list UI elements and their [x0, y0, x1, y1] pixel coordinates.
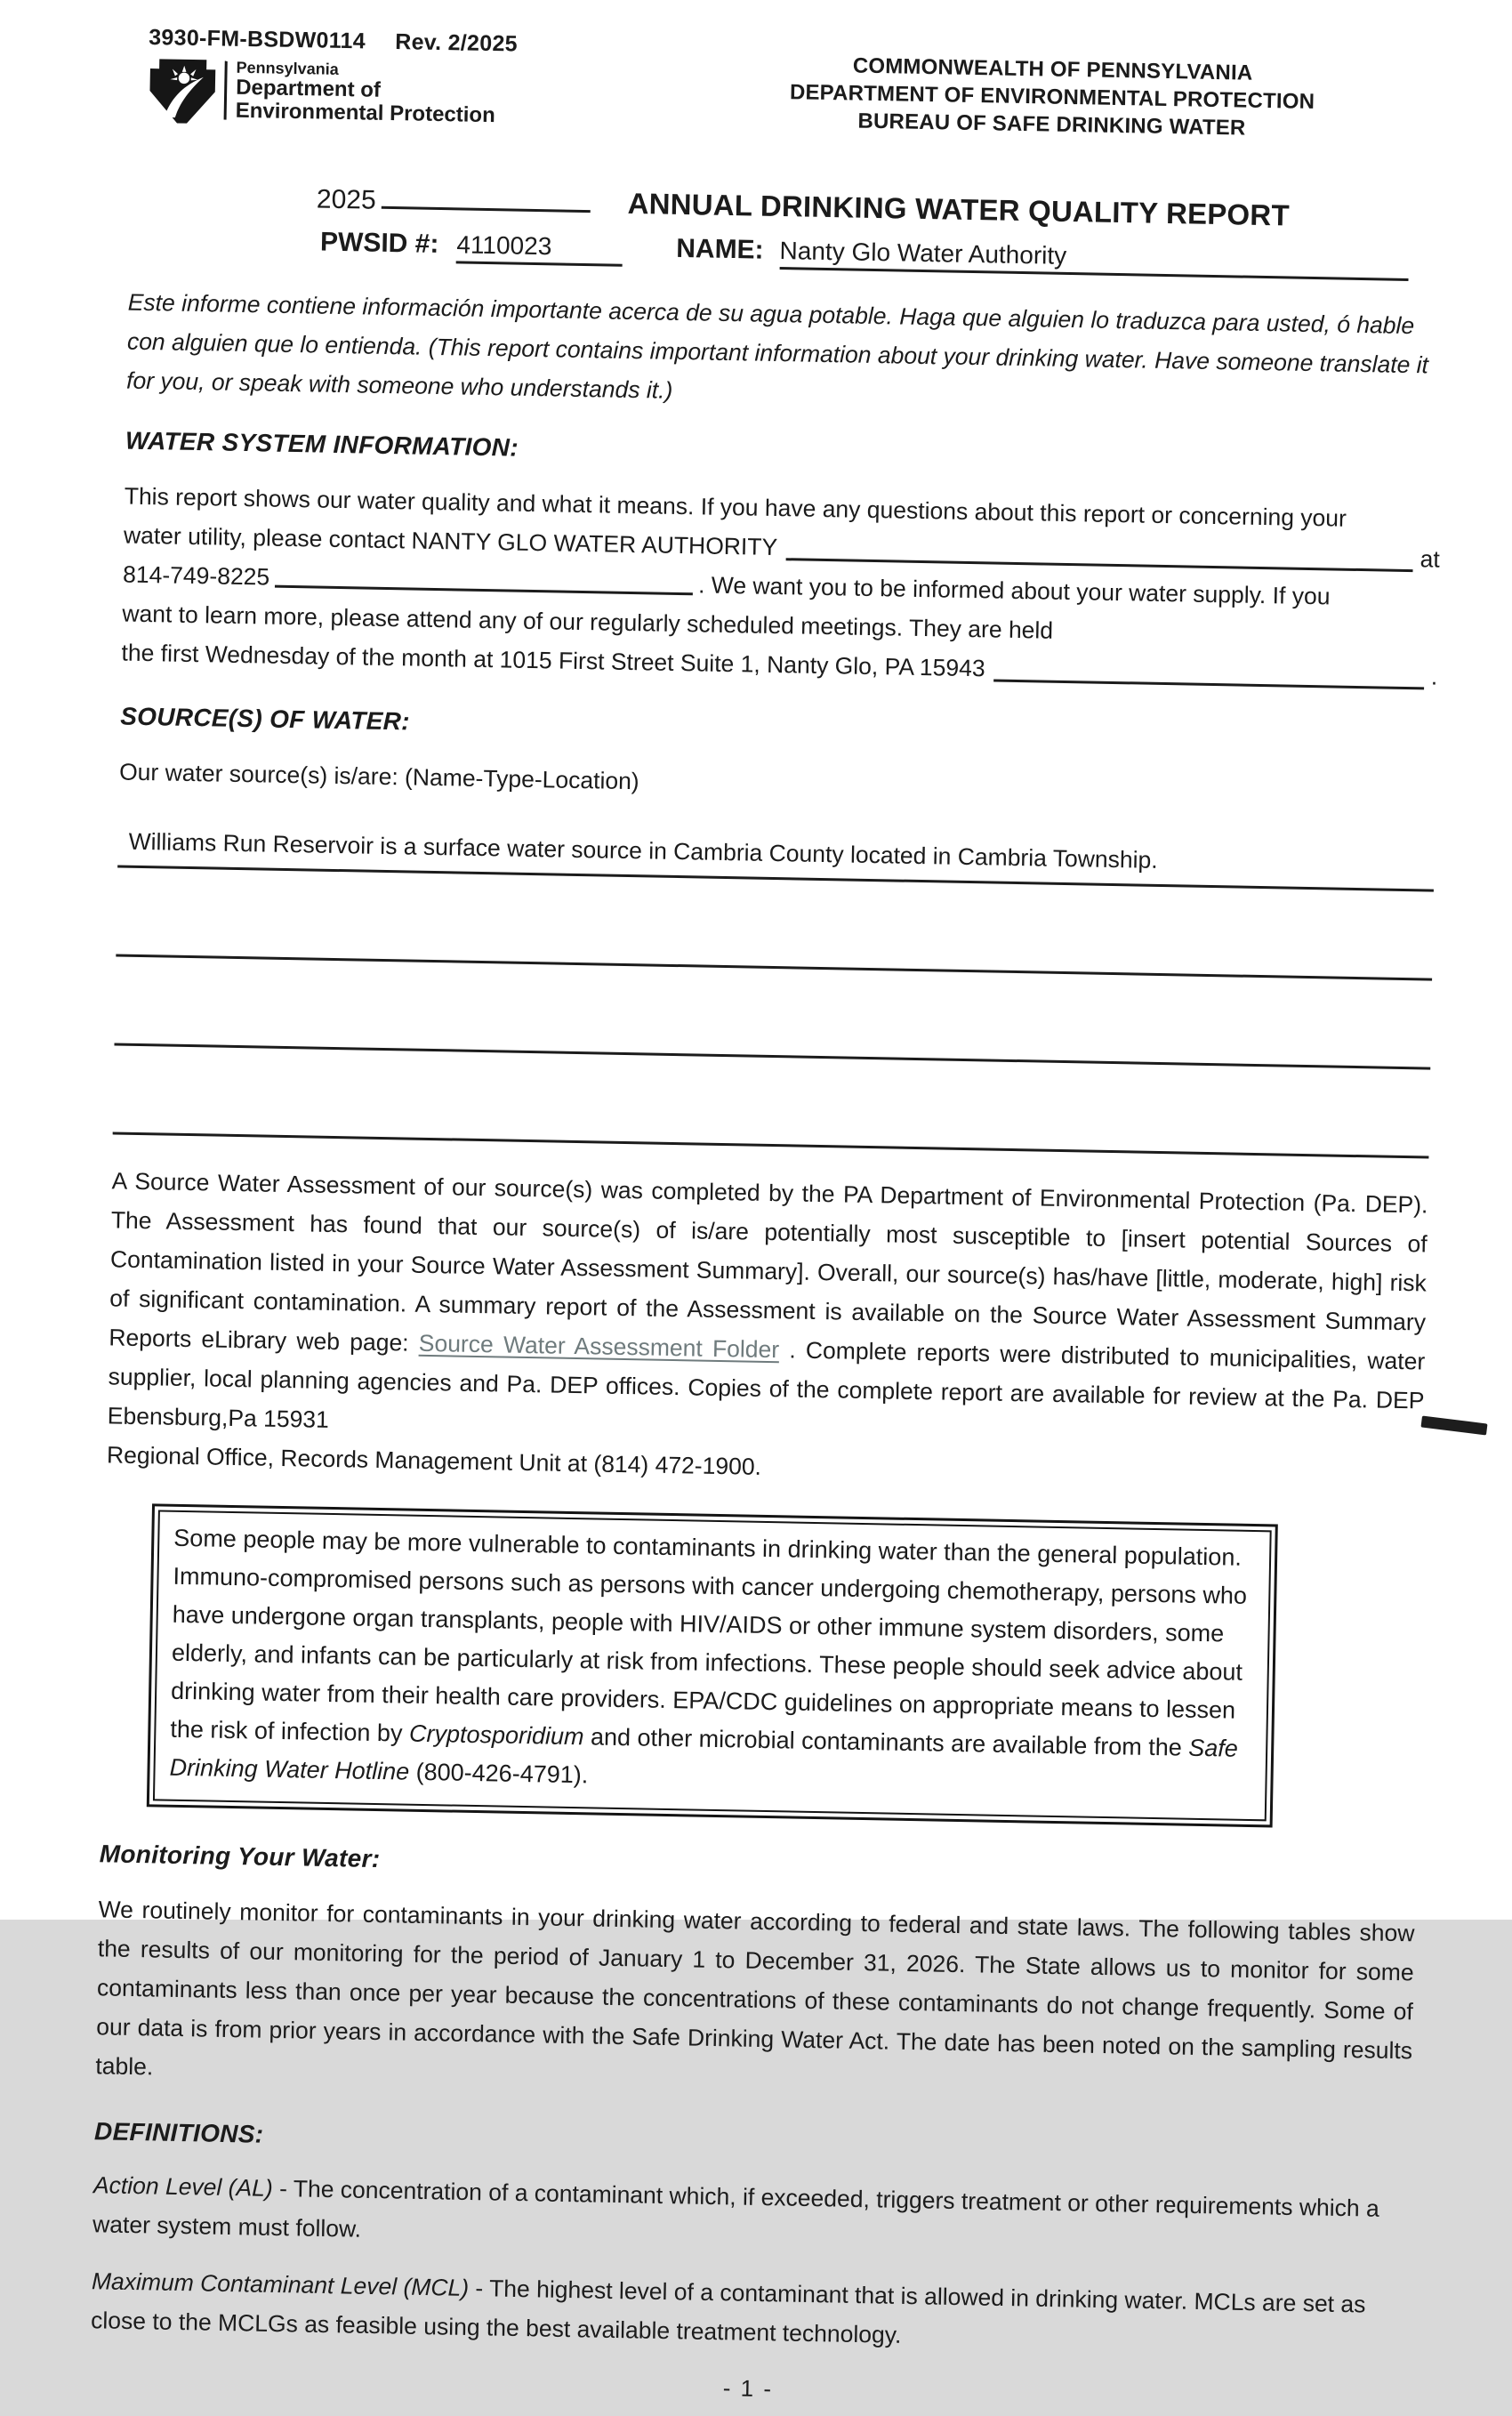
agency-logo-block [147, 56, 517, 137]
source-water-assessment-link[interactable]: Source Water Assessment Folder [418, 1329, 780, 1364]
bilingual-intro-paragraph: Este informe contiene información importante acerca de su agua potable. Haga que alguien lo traduzca para usted, ó hable con alguien que lo entienda. (This report contains important information about your drinking water. Have someone translate it for you, or speak with someone who understands it.) [125, 288, 1429, 404]
phone-blank-line [275, 565, 693, 595]
water-system-info-paragraph [121, 477, 1441, 697]
report-year: 2025 [316, 184, 376, 215]
assessment-last-line: Regional Office, Records Management Unit at (814) 472-1900. [106, 1441, 762, 1480]
notice-part-3: (800-426-4791). [408, 1758, 589, 1789]
vulnerable-notice-text [169, 1519, 1253, 1807]
year-blank-line [382, 194, 591, 213]
assessment-text-before-link: A Source Water Assessment of our source(s) was completed by the PA Department of Environmental Protection (Pa. DEP). The Assessment has found that our source(s) of is/are potentially most susceptible to [insert potential Sources of Contamination listed in your Source Water Assessment Summary]. Overall, our source(s) has/have [little, moderate, high] risk of significant contamination. A summary report of the Assessment is available on the Source Water Assessment Summary Reports eLibrary web page: [109, 1167, 1428, 1357]
pwsid-label: PWSID #: [319, 227, 439, 259]
assessment-paragraph [107, 1161, 1428, 1459]
page-number: - 1 - [722, 2374, 774, 2403]
commonwealth-header [789, 51, 1315, 143]
name-label: NAME: [675, 233, 764, 265]
page-header [131, 25, 1449, 154]
monitoring-paragraph: We routinely monitor for contaminants in your drinking water according to federal and state laws. The following tables show the results of our monitoring for the period of January 1 to December 31, 2026. The State allows us to monitor for some contaminants less than once per year because the concentrations of these contaminants do not change frequently. Some of our data is from prior years in accordance with the Safe Drinking Water Act. The date has been noted on the sampling results table. [95, 1896, 1415, 2081]
source-blank-line [114, 987, 1431, 1069]
agency-dept-line1: Department of [235, 76, 382, 103]
wsi-contact-text: water utility, please contact NANTY GLO WATER AUTHORITY [123, 521, 778, 561]
monitoring-heading: Monitoring Your Water: [99, 1840, 381, 1873]
definition-term: Maximum Contaminant Level (MCL) [91, 2267, 470, 2301]
wsi-line-2-suffix: at [1420, 545, 1441, 573]
org-line-2: DEPARTMENT OF ENVIRONMENTAL PROTECTION [789, 80, 1315, 115]
org-line-3: BUREAU OF SAFE DRINKING WATER [857, 109, 1246, 141]
agency-dept-line2: Environmental Protection [235, 99, 495, 128]
source-blank-line [116, 898, 1433, 980]
notice-cryptosporidium: Cryptosporidium [408, 1719, 584, 1751]
definition-term: Action Level (AL) [92, 2171, 274, 2202]
pwsid-value: 4110023 [456, 230, 623, 266]
form-revision: Rev. 2/2025 [394, 29, 519, 57]
wsi-line-5-suffix: . [1430, 663, 1438, 690]
report-title: ANNUAL DRINKING WATER QUALITY REPORT [627, 186, 1291, 232]
sources-heading: SOURCE(S) OF WATER: [119, 702, 411, 736]
sources-intro: Our water source(s) is/are: (Name-Type-Location) [118, 758, 639, 795]
logo-divider [224, 61, 228, 120]
form-number: 3930-FM-BSDW0114 [148, 24, 366, 54]
vulnerable-notice-inner [153, 1510, 1272, 1821]
system-id-row [320, 228, 1445, 282]
contact-phone: 814-749-8225 [122, 560, 270, 591]
source-blank-line [113, 1075, 1430, 1158]
wsi-line-3-text: . We want you to be informed about your water supply. If you [697, 571, 1331, 610]
notice-part-2: and other microbial contaminants are available from the [583, 1723, 1189, 1761]
wsi-line-4: want to learn more, please attend any of our regularly scheduled meetings. They are held [122, 600, 1054, 644]
assessment-text-after-link: . Complete reports were distributed to municipalities, water supplier, local planning agencies and Pa. DEP offices. Copies of the complete report are available for review at the Pa. DEP Ebensburg,Pa 15931 [107, 1336, 1426, 1433]
definition-mcl [91, 2261, 1408, 2364]
definition-action-level [92, 2165, 1410, 2267]
meeting-blank-line [993, 680, 1423, 690]
definition-text: - The highest level of a contaminant that is allowed in drinking water. MCLs are set as close to the MCLGs as feasible using the best available treatment technology. [90, 2274, 1366, 2348]
agency-name [236, 58, 496, 128]
definition-text: - The concentration of a contaminant which, if exceeded, triggers treatment or other requirements which a water system must follow. [92, 2174, 1380, 2243]
report-title-row [317, 181, 1446, 235]
pa-keystone-logo-icon [147, 56, 218, 131]
org-line-1: COMMONWEALTH OF PENNSYLVANIA [852, 53, 1253, 85]
water-system-info-heading: WATER SYSTEM INFORMATION: [125, 426, 519, 462]
system-name-value: Nanty Glo Water Authority [779, 237, 1409, 281]
vulnerable-notice-box [147, 1503, 1278, 1827]
notice-part-1: Some people may be more vulnerable to contaminants in drinking water than the general population. Immuno-compromised persons such as persons with cancer undergoing chemotherapy, persons who have undergone organ transplants, people with HIV/AIDS or other immune system disorders, some elderly, and infants can be particularly at risk from infections. These people should seek advice about drinking water from their health care providers. EPA/CDC guidelines on appropriate means to lessen the risk of infection by [170, 1524, 1248, 1747]
meeting-info-text: the first Wednesday of the month at 1015 First Street Suite 1, Nanty Glo, PA 15943 [121, 639, 985, 682]
notice-hotline-name: Safe Drinking Water Hotline [169, 1734, 1239, 1785]
definitions-heading: DEFINITIONS: [93, 2117, 264, 2148]
agency-state: Pennsylvania [236, 58, 339, 78]
source-entry-line: Williams Run Reservoir is a surface water source in Cambria County located in Cambria Township. [117, 821, 1435, 891]
form-number-line [149, 25, 518, 58]
form-identification [147, 25, 518, 137]
wsi-line-1: This report shows our water quality and what it means. If you have any questions about this report or concerning your [124, 482, 1347, 532]
